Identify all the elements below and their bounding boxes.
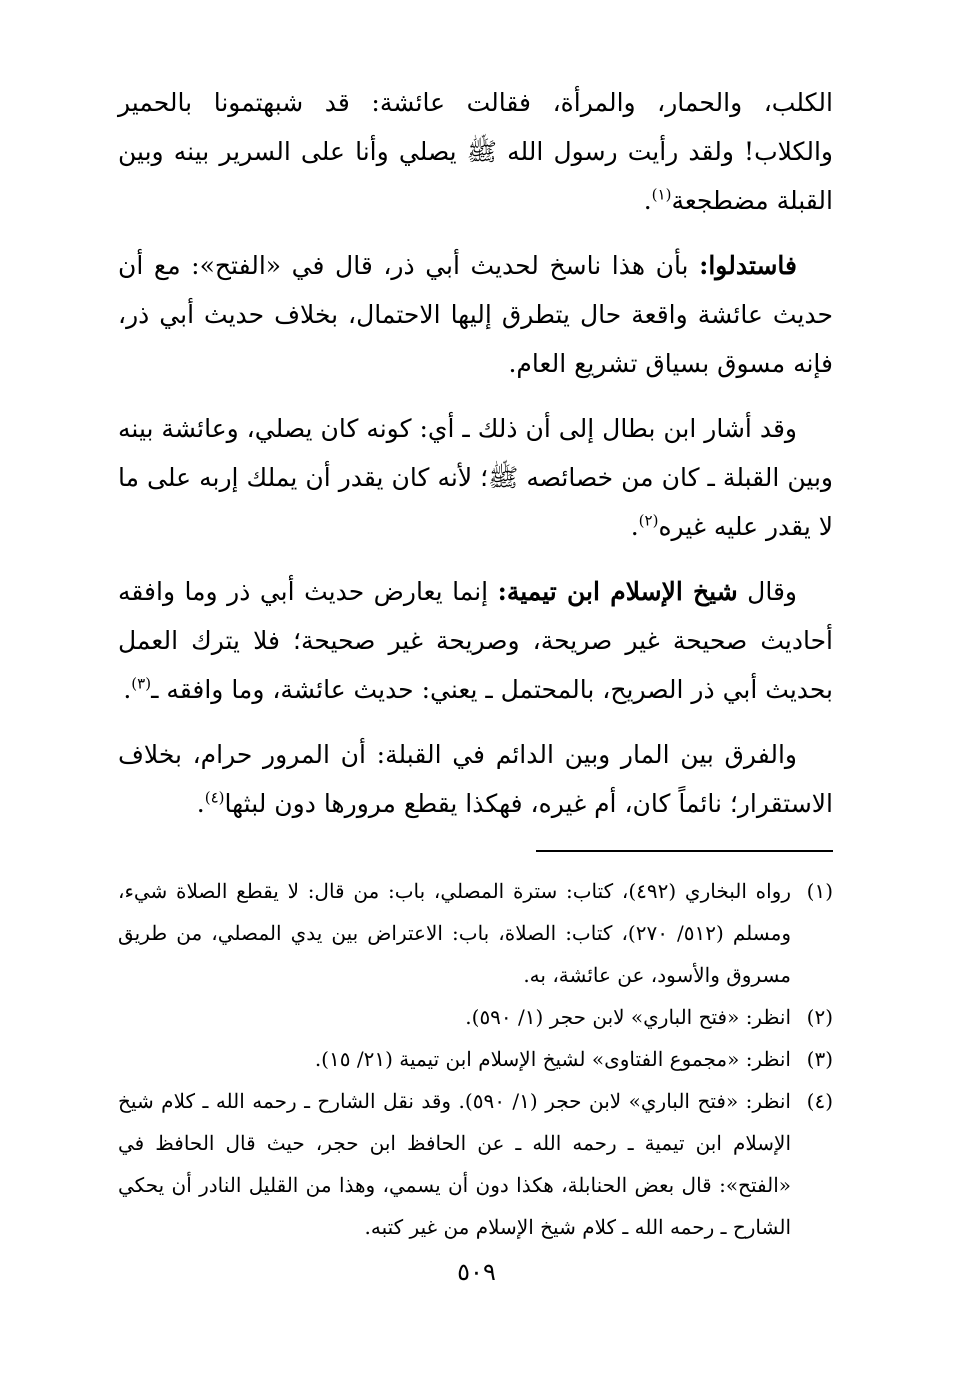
paragraph-text: إنما يعارض حديث أبي ذر وما وافقه أحاديث صحيحة غير صريحة، وصريحة غير صحيحة؛ فلا يترك العمل بحديث أبي ذر الصريح، بالمحتمل ـ يعني: حديث عائشة، وما وافقه ـ — [118, 577, 833, 704]
paragraph-text: والفرق بين المار وبين الدائم في القبلة: أن المرور حرام، بخلاف الاستقرار؛ نائماً كان، أم غيره، فهكذا يقطع مرورها دون لبثها — [118, 740, 833, 818]
paragraph-1 — [118, 78, 833, 225]
main-text — [118, 78, 833, 844]
paragraph-end: . — [643, 186, 652, 215]
footnote-separator — [536, 850, 833, 852]
footnote-4 — [118, 1080, 833, 1248]
paragraph-text: وقد أشار ابن بطال إلى أن ذلك ـ أي: كونه كان يصلي، وعائشة بينه وبين القبلة ـ كان من خصائصه ﷺ؛ لأنه كان يقدر أن يملك إربه على ما لا يقدر عليه غيره — [118, 414, 833, 541]
footnotes — [118, 870, 833, 1248]
paragraph-prefix: وقال — [737, 577, 797, 606]
footnote-marker: (٤) — [204, 788, 225, 807]
footnote-text: انظر: «مجموع الفتاوى» لشيخ الإسلام ابن تيمية (٢١/ ١٥). — [314, 1047, 791, 1071]
footnote-number: (١) — [806, 879, 833, 903]
paragraph-text: الكلب، والحمار، والمرأة، فقالت عائشة: قد شبهتمونا بالحمير والكلاب! ولقد رأيت رسول الله ﷺ يصلي وأنا على السرير بينه وبين القبلة مضطجعة — [118, 88, 833, 215]
footnote-number: (٢) — [806, 1005, 833, 1029]
paragraph-end: . — [196, 789, 205, 818]
footnote-text: انظر: «فتح الباري» لابن حجر (١/ ٥٩٠). وقد نقل الشارح ـ رحمه الله ـ كلام شيخ الإسلام ابن تيمية ـ رحمه الله ـ عن الحافظ ابن حجر، حيث قال الحافظ في «الفتح»: قال بعض الحنابلة، هكذا دون أن يسمي، وهذا من القليل النادر أن يحكي الشارح ـ رحمه الله ـ كلام شيخ الإسلام من غير كتبه. — [118, 1089, 791, 1239]
footnote-1 — [118, 870, 833, 996]
paragraph-text: بأن هذا ناسخ لحديث أبي ذر، قال في «الفتح»: مع أن حديث عائشة واقعة حال يتطرق إليها الاحتمال، بخلاف حديث أبي ذر، فإنه مسوق بسياق تشريع العام. — [118, 251, 833, 378]
paragraph-3 — [118, 404, 833, 551]
footnote-3 — [118, 1038, 833, 1080]
paragraph-end: . — [123, 675, 132, 704]
paragraph-5 — [118, 730, 833, 828]
footnote-marker: (٣) — [131, 674, 152, 693]
footnote-marker: (١) — [651, 185, 672, 204]
footnote-number: (٣) — [806, 1047, 833, 1071]
bold-lead: شيخ الإسلام ابن تيمية: — [497, 577, 738, 606]
footnote-text: رواه البخاري (٤٩٢)، كتاب: سترة المصلي، باب: من قال: لا يقطع الصلاة شيء، ومسلم (٥١٢/ ٢٧٠)، كتاب: الصلاة، باب: الاعتراض بين يدي المصلي، من طريق مسروق والأسود، عن عائشة، به. — [118, 879, 791, 987]
footnote-text: انظر: «فتح الباري» لابن حجر (١/ ٥٩٠). — [465, 1005, 791, 1029]
footnote-number: (٤) — [806, 1089, 833, 1113]
footnote-marker: (٢) — [638, 511, 659, 530]
bold-lead: فاستدلوا: — [699, 251, 797, 280]
page-number: ٥٠٩ — [457, 1258, 496, 1286]
paragraph-4 — [118, 567, 833, 714]
paragraph-end: . — [630, 512, 639, 541]
footnote-2 — [118, 996, 833, 1038]
paragraph-2 — [118, 241, 833, 388]
